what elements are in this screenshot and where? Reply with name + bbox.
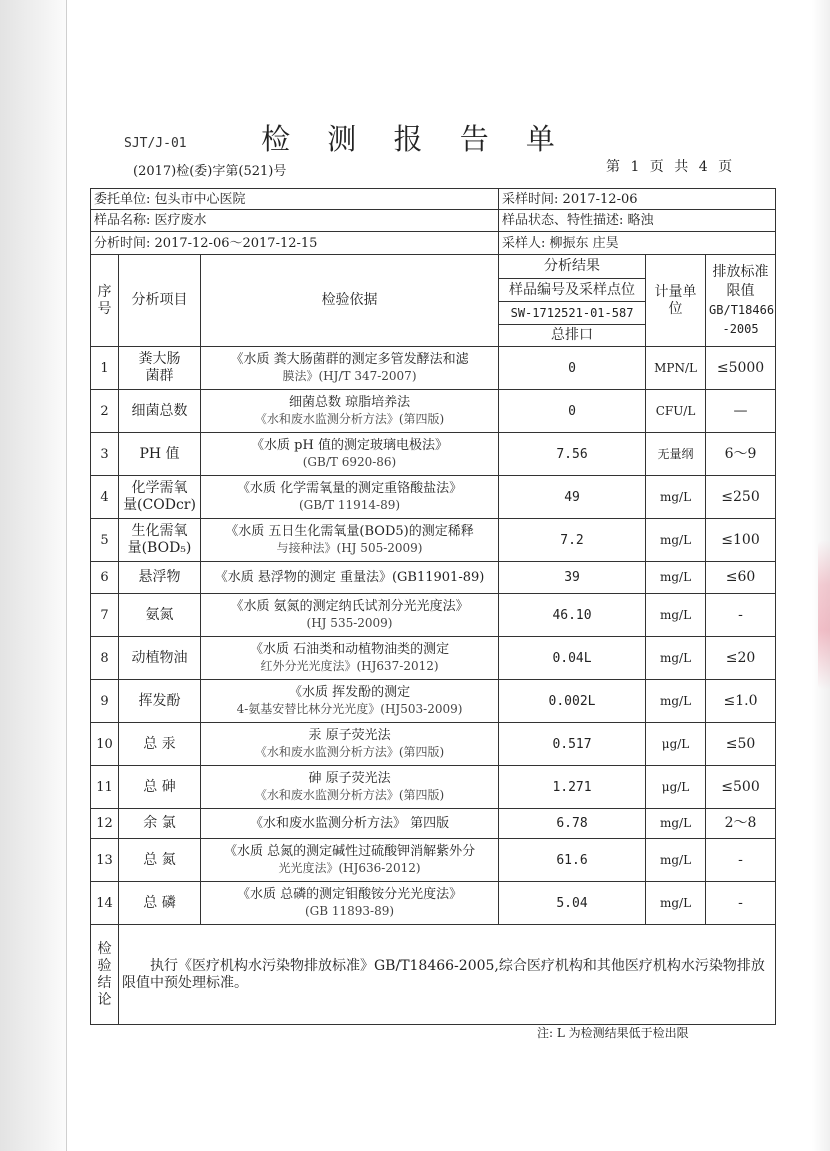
- analysis-item: 挥发酚: [119, 680, 201, 723]
- limit-value: ≤100: [706, 519, 776, 562]
- header-row-sample: [91, 210, 776, 232]
- row-number: 10: [91, 723, 119, 766]
- result-value: 1.271: [499, 766, 646, 809]
- analysis-item: 化学需氧 量(CODcr): [119, 476, 201, 519]
- red-seal-fragment: [818, 540, 830, 690]
- unit: mg/L: [646, 637, 706, 680]
- test-basis: 《水质 氨氮的测定纳氏试剂分光光度法》 (HJ 535-2009): [201, 594, 499, 637]
- conclusion-label: 检 验 结 论: [91, 925, 119, 1025]
- unit: mg/L: [646, 882, 706, 925]
- row-number: 4: [91, 476, 119, 519]
- unit: 无量纲: [646, 433, 706, 476]
- sample-time-value: 2017-12-06: [562, 191, 638, 207]
- report-number: (2017)检(委)字第(521)号: [133, 164, 287, 179]
- table-row: [91, 637, 776, 680]
- sampler-cell: [499, 232, 776, 255]
- footnote: 注: L 为检测结果低于检出限: [537, 1026, 689, 1040]
- test-basis: 《水质 石油类和动植物油类的测定 红外分光光度法》(HJ637-2012): [201, 637, 499, 680]
- test-basis: 《水和废水监测分析方法》 第四版: [201, 809, 499, 839]
- limit-value: -: [706, 882, 776, 925]
- column-header-row: [91, 255, 776, 279]
- row-number: 8: [91, 637, 119, 680]
- limit-value: ≤1.0: [706, 680, 776, 723]
- sample-state-value: 略浊: [627, 213, 654, 228]
- table-row: [91, 723, 776, 766]
- result-value: 5.04: [499, 882, 646, 925]
- limit-value: -: [706, 594, 776, 637]
- analysis-item: 动植物油: [119, 637, 201, 680]
- sampler-value: 柳振东 庄昊: [549, 235, 619, 251]
- table-row: [91, 519, 776, 562]
- row-number: 13: [91, 839, 119, 882]
- unit: CFU/L: [646, 390, 706, 433]
- table-row: [91, 809, 776, 839]
- conclusion-text: 执行《医疗机构水污染物排放标准》GB/T18466-2005,综合医疗机构和其他医疗机构水污染物排放限值中预处理标准。: [119, 925, 776, 1025]
- table-row: [91, 562, 776, 594]
- result-value: 7.56: [499, 433, 646, 476]
- unit: mg/L: [646, 519, 706, 562]
- sample-name-cell: [91, 210, 499, 232]
- limit-title: 排放标准限值: [712, 263, 769, 299]
- test-basis: 砷 原子荧光法 《水和废水监测分析方法》(第四版): [201, 766, 499, 809]
- result-value: 7.2: [499, 519, 646, 562]
- limit-value: ≤60: [706, 562, 776, 594]
- analysis-item: 余 氯: [119, 809, 201, 839]
- limit-value: ≤5000: [706, 347, 776, 390]
- limit-std-a: GB/T18466: [709, 302, 775, 317]
- analysis-item: 悬浮物: [119, 562, 201, 594]
- unit: mg/L: [646, 476, 706, 519]
- conclusion-row: [91, 925, 776, 1025]
- col-result-header: 分析结果: [499, 255, 646, 279]
- result-value: 0: [499, 347, 646, 390]
- client-value: 包头市中心医院: [154, 191, 246, 207]
- outlet-label: 总排口: [499, 325, 646, 347]
- col-no-header: 序号: [91, 255, 119, 347]
- row-number: 6: [91, 562, 119, 594]
- analysis-item: 总 氮: [119, 839, 201, 882]
- limit-value: -: [706, 839, 776, 882]
- sample-time-cell: [499, 189, 776, 210]
- unit: mg/L: [646, 680, 706, 723]
- col-unit-header: 计量单位: [646, 255, 706, 347]
- test-basis: 《水质 五日生化需氧量(BOD5)的测定稀释 与接种法》(HJ 505-2009): [201, 519, 499, 562]
- test-basis: 《水质 化学需氧量的测定重铬酸盐法》 (GB/T 11914-89): [201, 476, 499, 519]
- test-basis: 《水质 总磷的测定钼酸铵分光光度法》 (GB 11893-89): [201, 882, 499, 925]
- test-basis: 《水质 总氮的测定碱性过硫酸钾消解紫外分 光光度法》(HJ636-2012): [201, 839, 499, 882]
- table-row: [91, 882, 776, 925]
- analysis-time-label: 分析时间:: [94, 235, 151, 251]
- row-number: 7: [91, 594, 119, 637]
- table-row: [91, 347, 776, 390]
- unit: mg/L: [646, 839, 706, 882]
- row-number: 14: [91, 882, 119, 925]
- document-title: 检 测 报 告 单: [261, 122, 569, 156]
- result-value: 0.002L: [499, 680, 646, 723]
- col-sample-point-header: 样品编号及采样点位: [499, 279, 646, 302]
- row-number: 2: [91, 390, 119, 433]
- result-value: 6.78: [499, 809, 646, 839]
- analysis-item: PH 值: [119, 433, 201, 476]
- analysis-item: 生化需氧 量(BOD₅): [119, 519, 201, 562]
- col-basis-header: 检验依据: [201, 255, 499, 347]
- limit-value: 2～8: [706, 809, 776, 839]
- table-row: [91, 839, 776, 882]
- form-code: SJT/J-01: [124, 136, 187, 151]
- col-limit-header: [706, 255, 776, 347]
- unit: MPN/L: [646, 347, 706, 390]
- unit: mg/L: [646, 562, 706, 594]
- row-number: 5: [91, 519, 119, 562]
- client-cell: [91, 189, 499, 210]
- sample-state-cell: [499, 210, 776, 232]
- test-basis: 《水质 悬浮物的测定 重量法》(GB11901-89): [201, 562, 499, 594]
- col-item-header: 分析项目: [119, 255, 201, 347]
- analysis-item: 细菌总数: [119, 390, 201, 433]
- limit-value: —: [706, 390, 776, 433]
- table-row: [91, 680, 776, 723]
- table-row: [91, 390, 776, 433]
- sample-name-label: 样品名称:: [94, 213, 151, 228]
- test-basis: 《水质 pH 值的测定玻璃电极法》 (GB/T 6920-86): [201, 433, 499, 476]
- scan-page-fold: [66, 0, 67, 1151]
- limit-value: ≤250: [706, 476, 776, 519]
- result-value: 0: [499, 390, 646, 433]
- result-value: 0.517: [499, 723, 646, 766]
- unit: μg/L: [646, 723, 706, 766]
- test-basis: 汞 原子荧光法 《水和废水监测分析方法》(第四版): [201, 723, 499, 766]
- sample-id: SW-1712521-01-587: [499, 302, 646, 325]
- analysis-item: 总 磷: [119, 882, 201, 925]
- sample-time-label: 采样时间:: [502, 191, 559, 207]
- header-row-analysis: [91, 232, 776, 255]
- limit-value: ≤50: [706, 723, 776, 766]
- sample-name-value: 医疗废水: [154, 213, 207, 228]
- analysis-time-value: 2017-12-06～2017-12-15: [154, 235, 318, 251]
- result-value: 61.6: [499, 839, 646, 882]
- limit-value: ≤500: [706, 766, 776, 809]
- analysis-item: 总 砷: [119, 766, 201, 809]
- test-basis: 《水质 粪大肠菌群的测定多管发酵法和滤 膜法》(HJ/T 347-2007): [201, 347, 499, 390]
- limit-std-b: -2005: [722, 321, 759, 336]
- row-number: 12: [91, 809, 119, 839]
- table-row: [91, 476, 776, 519]
- limit-value: ≤20: [706, 637, 776, 680]
- result-value: 46.10: [499, 594, 646, 637]
- result-value: 39: [499, 562, 646, 594]
- table-row: [91, 594, 776, 637]
- analysis-time-cell: [91, 232, 499, 255]
- row-number: 1: [91, 347, 119, 390]
- table-row: [91, 433, 776, 476]
- unit: mg/L: [646, 809, 706, 839]
- test-basis: 细菌总数 琼脂培养法 《水和废水监测分析方法》(第四版): [201, 390, 499, 433]
- analysis-item: 总 汞: [119, 723, 201, 766]
- page-info: 第 1 页 共 4 页: [606, 159, 733, 175]
- sample-state-label: 样品状态、特性描述:: [502, 213, 624, 228]
- report-table: [90, 188, 776, 1025]
- sampler-label: 采样人:: [502, 235, 546, 251]
- unit: μg/L: [646, 766, 706, 809]
- unit: mg/L: [646, 594, 706, 637]
- limit-value: 6～9: [706, 433, 776, 476]
- row-number: 3: [91, 433, 119, 476]
- analysis-item: 氨氮: [119, 594, 201, 637]
- row-number: 9: [91, 680, 119, 723]
- result-value: 0.04L: [499, 637, 646, 680]
- client-label: 委托单位:: [94, 191, 151, 207]
- table-row: [91, 766, 776, 809]
- analysis-item: 粪大肠 菌群: [119, 347, 201, 390]
- header-row-client: [91, 189, 776, 210]
- test-basis: 《水质 挥发酚的测定 4-氨基安替比林分光光度》(HJ503-2009): [201, 680, 499, 723]
- result-value: 49: [499, 476, 646, 519]
- scan-left-edge: [0, 0, 66, 1151]
- row-number: 11: [91, 766, 119, 809]
